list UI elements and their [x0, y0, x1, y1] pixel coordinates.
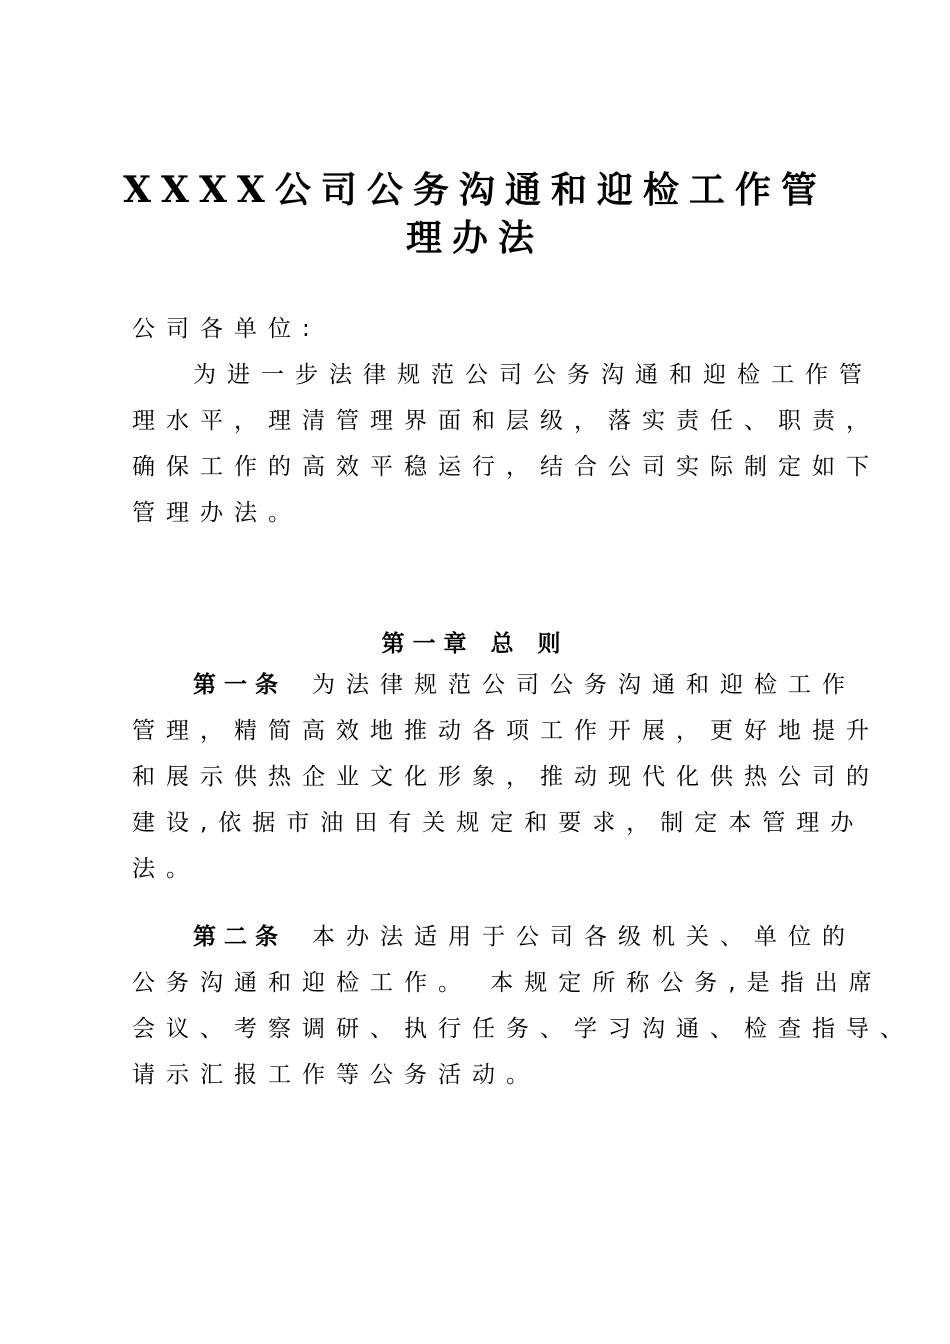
document-title-line-1: XXXX公司公务沟通和迎检工作管	[123, 169, 827, 211]
intro-line: 确保工作的高效平稳运行，结合公司实际制定如下	[132, 454, 880, 480]
article-1-line: 建设,依据市油田有关规定和要求，制定本管理办	[132, 810, 865, 836]
document-title-line-2: 理办法	[405, 217, 544, 259]
article-1-line: 和展示供热企业文化形象，推动现代化供热公司的	[132, 764, 880, 790]
article-2-line: 会议、考察调研、执行任务、学习沟通、检查指导、	[132, 1016, 914, 1042]
article-2-first-line	[193, 926, 913, 949]
chapter-title: 第一章 总 则	[381, 631, 569, 657]
article-2-label: 第二条	[193, 924, 286, 950]
article-2-text: 本办法适用于公司各级机关、单位的	[312, 924, 856, 950]
intro-line: 管理办法。	[132, 500, 302, 526]
intro-line: 为进一步法律规范公司公务沟通和迎检工作管	[193, 362, 873, 388]
article-2-line: 公务沟通和迎检工作。 本规定所称公务,是指出席	[132, 970, 883, 996]
salutation: 公司各单位:	[132, 316, 321, 342]
article-1-text: 为法律规范公司公务沟通和迎检工作	[312, 672, 856, 698]
intro-line: 理水平，理清管理界面和层级，落实责任、职责，	[132, 408, 880, 434]
article-1-first-line	[193, 674, 913, 697]
article-2-line: 请示汇报工作等公务活动。	[132, 1062, 540, 1088]
article-1-line: 法。	[132, 856, 200, 882]
article-1-label: 第一条	[193, 672, 286, 698]
article-1-line: 管理，精简高效地推动各项工作开展，更好地提升	[132, 718, 880, 744]
